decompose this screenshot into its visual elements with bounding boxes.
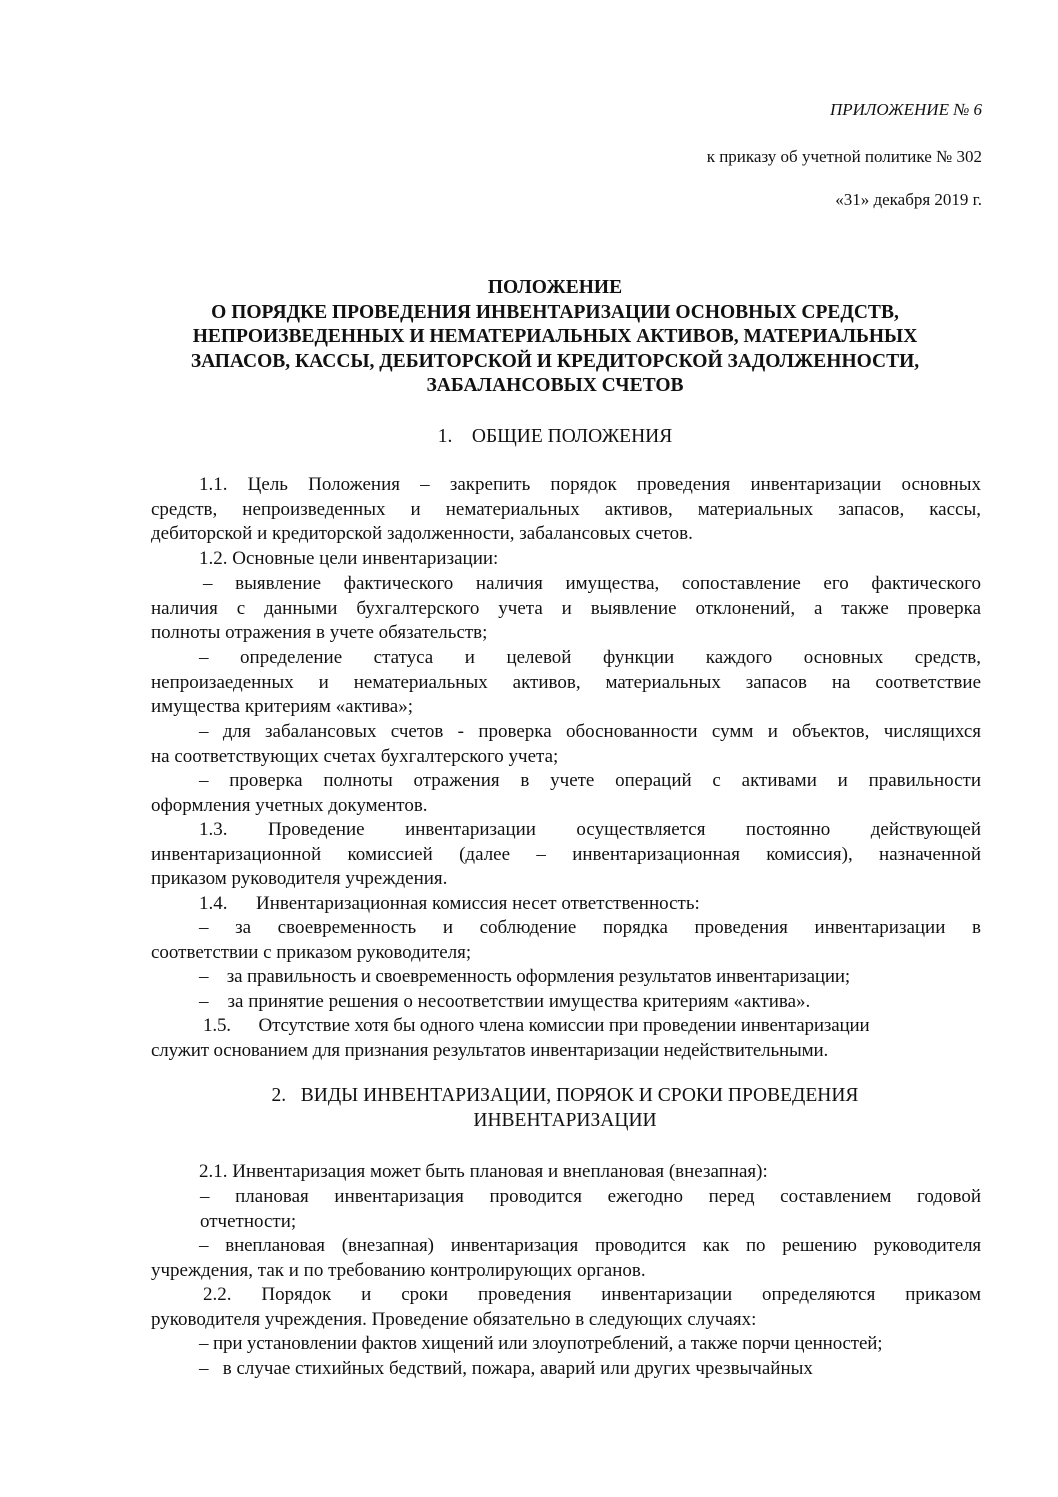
text-line: дебиторской и кредиторской задолженности, забалансовых счетов.: [151, 523, 693, 545]
document-title: [140, 276, 970, 399]
text-line: полноты отражения в учете обязательств;: [151, 622, 488, 644]
list-item: [151, 965, 981, 990]
title-line: ЗАБАЛАНСОВЫХ СЧЕТОВ: [426, 375, 684, 396]
text-line: 2.2. Порядок и сроки проведения инвентаризации определяются приказом: [203, 1284, 981, 1305]
list-item: [151, 646, 981, 720]
title-line: НЕПРОИЗВЕДЕННЫХ И НЕМАТЕРИАЛЬНЫХ АКТИВОВ, МАТЕРИАЛЬНЫХ: [192, 326, 918, 347]
title-line: ЗАПАСОВ, КАССЫ, ДЕБИТОРСКОЙ И КРЕДИТОРСКОЙ ЗАДОЛЖЕННОСТИ,: [190, 350, 920, 372]
text-line: приказом руководителя учреждения.: [151, 868, 448, 890]
text-line: – в случае стихийных бедствий, пожара, аварий или других чрезвычайных: [199, 1358, 813, 1379]
text-line: – при установлении фактов хищений или злоупотреблений, а также порчи ценностей;: [199, 1333, 883, 1354]
paragraph-1-3: [151, 818, 981, 892]
paragraph-1-4: [151, 892, 981, 917]
text-line: на соответствующих счетах бухгалтерского учета;: [151, 745, 559, 767]
text-line: – за правильность и своевременность оформления результатов инвентаризации;: [199, 966, 851, 987]
text-line: – для забалансовых счетов - проверка обоснованности сумм и объектов, числящихся: [199, 721, 981, 742]
text-line: – выявление фактического наличия имущества, сопоставление его фактического: [203, 573, 981, 594]
title-line: О ПОРЯДКЕ ПРОВЕДЕНИЯ ИНВЕНТАРИЗАЦИИ ОСНОВНЫХ СРЕДСТВ,: [211, 301, 899, 323]
text-line: имущества критериям «актива»;: [151, 696, 414, 718]
text-line: руководителя учреждения. Проведение обязательно в следующих случаях:: [151, 1308, 757, 1330]
text-line: – за принятие решения о несоответствии имущества критериям «актива».: [199, 991, 811, 1012]
paragraph-1-2: [151, 547, 981, 572]
list-item: [151, 990, 981, 1015]
text-line: учреждения, так и по требованию контролирующих органов.: [151, 1259, 646, 1281]
text-line: 1.3. Проведение инвентаризации осуществляется постоянно действующей: [199, 819, 981, 840]
text-line: – за своевременность и соблюдение порядка проведения инвентаризации в: [199, 917, 981, 938]
list-item: [200, 1185, 981, 1234]
heading-line: 2. ВИДЫ ИНВЕНТАРИЗАЦИИ, ПОРЯОК И СРОКИ ПРОВЕДЕНИЯ: [271, 1085, 859, 1106]
order-reference: к приказу об учетной политике № 302: [706, 147, 982, 166]
list-item: [151, 572, 981, 646]
text-line: служит основанием для признания результатов инвентаризации недействительными.: [151, 1039, 829, 1061]
heading-line: ИНВЕНТАРИЗАЦИИ: [473, 1109, 657, 1131]
text-line: 1.5. Отсутствие хотя бы одного члена комиссии при проведении инвентаризации: [203, 1015, 870, 1036]
text-line: – внеплановая (внезапная) инвентаризация проводится как по решению руководителя: [199, 1235, 981, 1256]
list-item: [151, 720, 981, 769]
list-item: [151, 1357, 981, 1382]
text-line: инвентаризационной комиссией (далее – инвентаризационная комиссия), назначенной: [151, 843, 981, 865]
paragraph-2-1: [151, 1160, 981, 1185]
text-line: 2.1. Инвентаризация может быть плановая и внеплановая (внезапная):: [199, 1161, 768, 1182]
text-line: – плановая инвентаризация проводится ежегодно перед составлением годовой: [200, 1186, 981, 1207]
text-line: – проверка полноты отражения в учете операций с активами и правильности: [199, 770, 981, 791]
text-line: 1.1. Цель Положения – закрепить порядок проведения инвентаризации основных: [199, 474, 981, 495]
section-2-heading: [150, 1084, 980, 1133]
text-line: наличия с данными бухгалтерского учета и выявление отклонений, а также проверка: [151, 597, 981, 619]
text-line: 1.2. Основные цели инвентаризации:: [199, 548, 499, 569]
text-line: средств, непроизведенных и нематериальных активов, материальных запасов, кассы,: [151, 498, 981, 520]
text-line: непроизаеденных и нематериальных активов, материальных запасов на соответствие: [151, 671, 981, 693]
text-line: 1.4. Инвентаризационная комиссия несет ответственность:: [199, 893, 700, 914]
text-line: отчетности;: [200, 1210, 297, 1232]
list-item: [151, 1234, 981, 1283]
text-line: соответствии с приказом руководителя;: [151, 941, 472, 963]
order-date: «31» декабря 2019 г.: [835, 190, 982, 209]
list-item: [151, 916, 981, 965]
appendix-number: ПРИЛОЖЕНИЕ № 6: [829, 100, 982, 119]
title-line: ПОЛОЖЕНИЕ: [487, 277, 623, 298]
text-line: оформления учетных документов.: [151, 794, 428, 816]
paragraph-1-1: [151, 473, 981, 547]
text-line: – определение статуса и целевой функции каждого основных средств,: [199, 647, 981, 668]
section-1-heading: 1. ОБЩИЕ ПОЛОЖЕНИЯ: [437, 426, 673, 447]
list-item: [151, 769, 981, 818]
paragraph-1-5: [151, 1014, 981, 1063]
list-item: [151, 1332, 981, 1357]
paragraph-2-2: [151, 1283, 981, 1332]
